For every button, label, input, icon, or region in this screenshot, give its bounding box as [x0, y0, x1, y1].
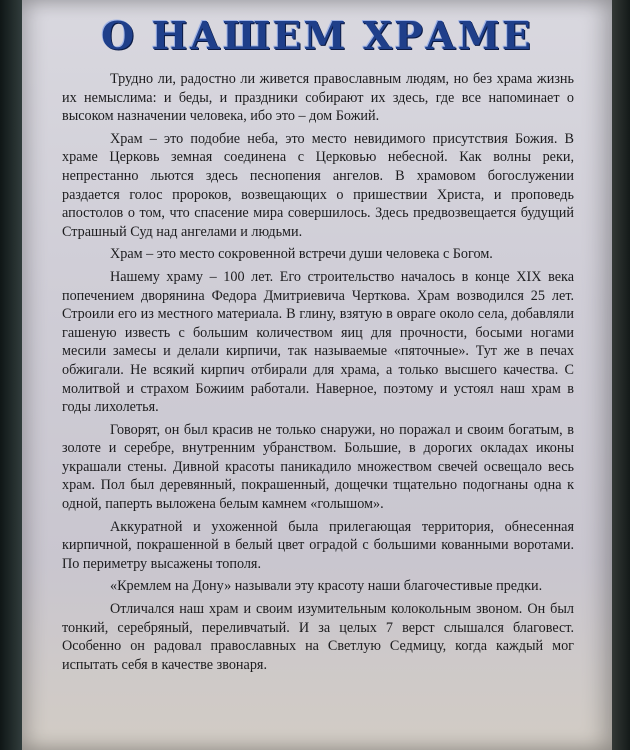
paragraph: Нашему храму – 100 лет. Его строительство началось в конце XIX века попечением дворянина Федора Дмитриевича Черткова. Храм возводился 25 лет. Строили его из местного материала. В глину, взятую в овраге около села, добавляли гашеную известь с большим количеством яиц для прочности, босыми ногами месили замесы и делали кирпичи, так называемые «пяточные». Тут же в печах обжигали. Не всякий кирпич отбирали для храма, а только высшего качества. С молитвой и страхом Божиим работали. Наверное, поэтому и устоял наш храм в годы лихолетья. — [62, 268, 574, 416]
background-left-edge — [0, 0, 24, 750]
paragraph: Трудно ли, радостно ли живется православным людям, но без храма жизнь их немыслима: и беды, и праздники собирают их здесь, где все напоминает о высоком назначении человека, ибо это – дом Божий. — [62, 71, 574, 125]
paragraph: Говорят, он был красив не только снаружи, но поражал и своим богатым, в золоте и серебре, внутренним убранством. Большие, в дорогих окладах иконы украшали стены. Дивной красоты паникадило множеством свечей освещало весь храм. Пол был деревянный, покрашенный, дощечки тщательно подогнаны одна к одной, паперть выложена белым камнем «голышом». — [62, 421, 574, 513]
paragraph: Аккуратной и ухоженной была прилегающая территория, обнесенная кирпичной, покрашенной в белый цвет оградой с большими кованными воротами. По периметру высажены тополя. — [62, 518, 574, 572]
document-body — [22, 66, 612, 674]
paragraph: Отличался наш храм и своим изумительным колокольным звоном. Он был тонкий, серебряный, переливчатый. И за целых 7 верст слышался благовест. Особенно он радовал православных на Светлую Седмицу, когда каждый мог испытать себя в качестве звонаря. — [62, 601, 574, 673]
document-title: О НАШЕМ ХРАМЕ — [101, 13, 533, 58]
document-sheet — [22, 0, 612, 750]
paragraph: Храм – это место сокровенной встречи души человека с Богом. — [110, 246, 493, 263]
paragraph: «Кремлем на Дону» называли эту красоту наши благочестивые предки. — [110, 578, 543, 595]
paragraph: Храм – это подобие неба, это место невидимого присутствия Божия. В храме Церковь земная соединена с Церковью небесной. Как волны реки, непрестанно льются здесь песнопения ангелов. В храмовом богослужении раздается голос пророков, возвещающих о пришествии Христа, и проповедь апостолов о том, что спасение мира совершилось. Здесь предвозвещается будущий Страшный Суд над ангелами и людьми. — [62, 130, 574, 240]
